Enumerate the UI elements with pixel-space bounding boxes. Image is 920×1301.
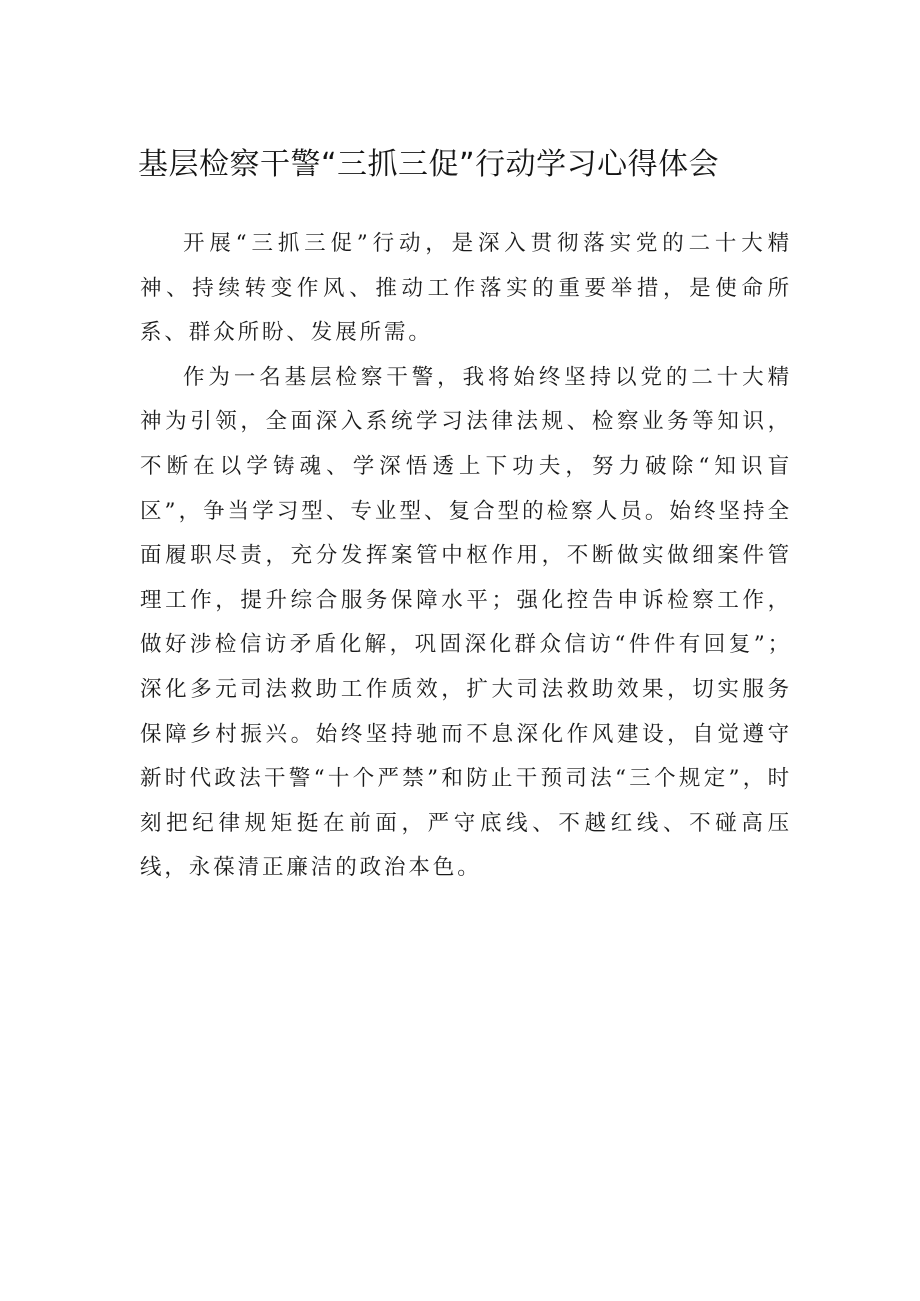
document-body [140,222,792,891]
paragraph-2: 作为一名基层检察干警，我将始终坚持以党的二十大精神为引领，全面深入系统学习法律法规、检察业务等知识，不断在以学铸魂、学深悟透上下功夫，努力破除“知识盲区”，争当学习型、专业型、复合型的检察人员。始终坚持全面履职尽责，充分发挥案管中枢作用，不断做实做细案件管理工作，提升综合服务保障水平；强化控告申诉检察工作，做好涉检信访矛盾化解，巩固深化群众信访“件件有回复”；深化多元司法救助工作质效，扩大司法救助效果，切实服务保障乡村振兴。始终坚持驰而不息深化作风建设，自觉遵守新时代政法干警“十个严禁”和防止干预司法“三个规定”，时刻把纪律规矩挺在前面，严守底线、不越红线、不碰高压线，永葆清正廉洁的政治本色。 [140,364,792,881]
paragraph-1: 开展“三抓三促”行动，是深入贯彻落实党的二十大精神、持续转变作风、推动工作落实的重要举措，是使命所系、群众所盼、发展所需。 [140,231,792,346]
document-title: 基层检察干警“三抓三促”行动学习心得体会 [138,147,720,182]
